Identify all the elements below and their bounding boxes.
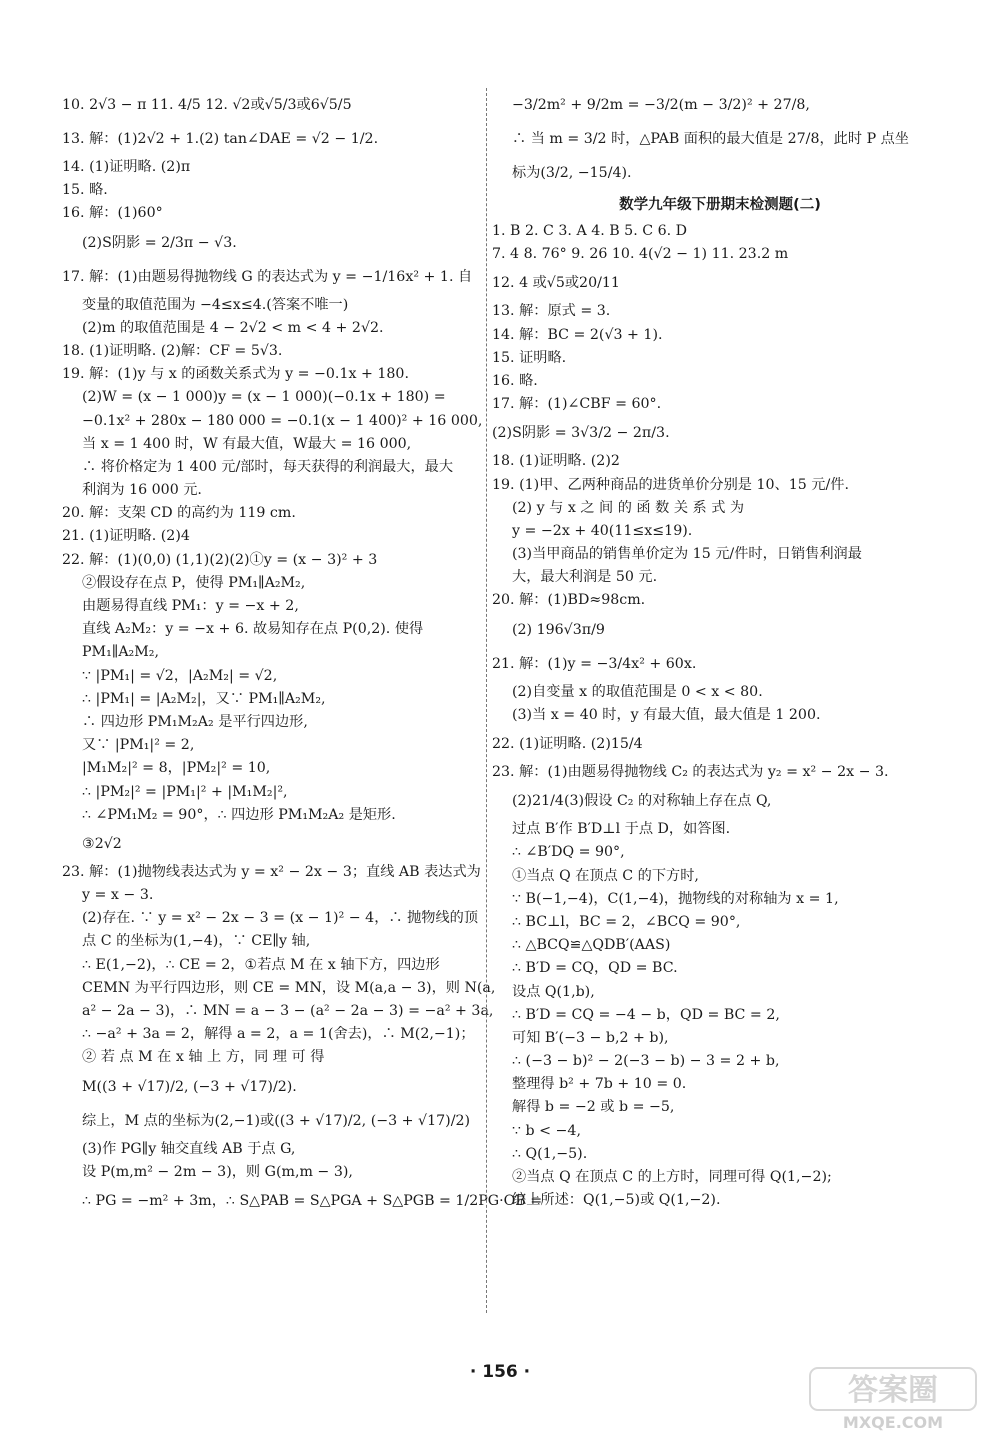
answer-line: ∴ ∠B′DQ = 90°, xyxy=(512,844,625,861)
answer-line: 19. (1)甲、乙两种商品的进货单价分别是 10、15 元/件. xyxy=(492,476,849,493)
answer-line: 14. (1)证明略. (2)π xyxy=(62,159,191,175)
answer-line: 17. 解：(1)∠CBF = 60°. xyxy=(492,396,662,413)
answer-line: 解得 b = −2 或 b = −5, xyxy=(512,1099,675,1116)
watermark-url: MXQE.COM xyxy=(842,1413,944,1432)
answer-line: 20. 解：支架 CD 的高约为 119 cm. xyxy=(62,505,296,522)
answer-line: 23. 解：(1)抛物线表达式为 y = x² − 2x − 3；直线 AB 表达式为 xyxy=(62,863,481,880)
answer-line: ∴ PG = −m² + 3m，∴ S△PAB = S△PGA + S△PGB = 1/2PG·OB = xyxy=(82,1192,543,1209)
watermark-text: 答案圈 xyxy=(848,1373,938,1408)
page-number: · 156 · xyxy=(469,1362,531,1382)
answer-line: 23. 解：(1)由题易得抛物线 C₂ 的表达式为 y₂ = x² − 2x − 3. xyxy=(492,764,889,780)
answer-line: 综上所述：Q(1,−5)或 Q(1,−2). xyxy=(512,1192,721,1209)
answer-line: M((3 + √17)/2, (−3 + √17)/2). xyxy=(82,1078,297,1095)
answer-line: ∴ 将价格定为 1 400 元/部时，每天获得的利润最大，最大 xyxy=(82,458,454,475)
answer-line: 20. 解：(1)BD≈98cm. xyxy=(492,592,646,609)
answer-line: y = x − 3. xyxy=(82,887,154,904)
section-title: 数学九年级下册期末检测题(二) xyxy=(619,197,821,213)
answer-line: 22. 解：(1)(0,0) (1,1)(2)(2)①y = (x − 3)² + 3 xyxy=(62,551,378,568)
answer-line: 15. 略. xyxy=(62,182,108,199)
watermark-logo xyxy=(808,1366,978,1432)
answer-line: 19. 解：(1)y 与 x 的函数关系式为 y = −0.1x + 180. xyxy=(62,366,409,383)
answer-line: 利润为 16 000 元. xyxy=(82,482,202,499)
answer-line: 12. 4 或√5或20/11 xyxy=(492,275,620,292)
answer-line: (2)21/4(3)假设 C₂ 的对称轴上存在点 Q, xyxy=(512,793,772,810)
answer-line: |M₁M₂|² = 8，|PM₂|² = 10, xyxy=(82,760,271,777)
answer-line: 变量的取值范围为 −4≤x≤4.(答案不唯一) xyxy=(82,296,349,313)
answer-line: 21. 解：(1)y = −3/4x² + 60x. xyxy=(492,655,697,672)
answer-line: ∴ B′D = CQ = −4 − b，QD = BC = 2, xyxy=(512,1006,780,1023)
answer-line: ①当点 Q 在顶点 C 的下方时, xyxy=(512,867,699,884)
answer-line: ∴ |PM₂|² = |PM₁|² + |M₁M₂|², xyxy=(82,783,288,800)
answer-line: ③2√2 xyxy=(82,835,122,852)
answer-line: 13. 解：(1)2√2 + 1.(2) tan∠DAE = √2 − 1/2. xyxy=(62,131,379,147)
answer-line: 15. 证明略. xyxy=(492,349,567,366)
answer-line: (2)m 的取值范围是 4 − 2√2 < m < 4 + 2√2. xyxy=(82,319,384,336)
answer-line: (2)S阴影 = 3√3/2 − 2π/3. xyxy=(492,425,670,442)
answer-line: 直线 A₂M₂：y = −x + 6. 故易知存在点 P(0,2). 使得 xyxy=(82,621,424,638)
answer-line: ∴ E(1,−2)，∴ CE = 2，①若点 M 在 x 轴下方，四边形 xyxy=(82,956,440,973)
answer-line: 21. (1)证明略. (2)4 xyxy=(62,528,190,545)
answer-line: ∴ BC⊥l，BC = 2，∠BCQ = 90°, xyxy=(512,913,741,930)
answer-line: ∴ −a² + 3a = 2，解得 a = 2，a = 1(舍去)，∴ M(2,−1)； xyxy=(82,1026,475,1043)
answer-line: 综上，M 点的坐标为(2,−1)或((3 + √17)/2, (−3 + √17)/2) xyxy=(82,1112,471,1129)
answer-line: 可知 B′(−3 − b,2 + b), xyxy=(512,1029,669,1046)
answer-line: 18. (1)证明略. (2)解：CF = 5√3. xyxy=(62,342,283,359)
answer-line: 当 x = 1 400 时，W 有最大值，W最大 = 16 000, xyxy=(82,435,412,452)
answer-line: (2)存在. ∵ y = x² − 2x − 3 = (x − 1)² − 4，∴ 抛物线的顶 xyxy=(82,910,479,927)
answer-line: ∵ b < −4, xyxy=(512,1122,581,1139)
answer-line: 14. 解：BC = 2(√3 + 1). xyxy=(492,326,663,343)
answer-line: 18. (1)证明略. (2)2 xyxy=(492,453,620,470)
answer-line: −3/2m² + 9/2m = −3/2(m − 3/2)² + 27/8, xyxy=(512,97,810,113)
answer-line: 16. 略. xyxy=(492,372,538,389)
answer-line: ∵ B(−1,−4)，C(1,−4)，抛物线的对称轴为 x = 1, xyxy=(512,890,839,907)
answer-line: ∴ (−3 − b)² − 2(−3 − b) − 3 = 2 + b, xyxy=(512,1053,780,1070)
answer-line: (3)当 x = 40 时，y 有最大值，最大值是 1 200. xyxy=(512,706,821,723)
answer-line: ∴ Q(1,−5). xyxy=(512,1145,588,1162)
answer-line: 22. (1)证明略. (2)15/4 xyxy=(492,736,643,752)
answer-line: a² − 2a − 3)，∴ MN = a − 3 − (a² − 2a − 3) = −a² + 3a, xyxy=(82,1003,494,1019)
answer-line: 点 C 的坐标为(1,−4)，∵ CE∥y 轴, xyxy=(82,933,311,950)
answer-line: y = −2x + 40(11≤x≤19). xyxy=(512,522,693,539)
answer-line: −0.1x² + 280x − 180 000 = −0.1(x − 1 400)² + 16 000, xyxy=(82,412,483,429)
answer-line: (3)当甲商品的销售单价定为 15 元/件时，日销售利润最 xyxy=(512,546,862,563)
answer-line: 整理得 b² + 7b + 10 = 0. xyxy=(512,1076,687,1093)
watermark-logo-icon xyxy=(808,1366,978,1432)
answer-line: 7. 4 8. 76° 9. 26 10. 4(√2 − 1) 11. 23.2 m xyxy=(492,246,789,263)
answer-line: ∴ 四边形 PM₁M₂A₂ 是平行四边形, xyxy=(82,713,308,730)
answer-line: 17. 解：(1)由题易得抛物线 G 的表达式为 y = −1/16x² + 1. 自 xyxy=(62,268,473,285)
answer-line: 标为(3/2, −15/4). xyxy=(512,165,632,181)
answer-line: 设 P(m,m² − 2m − 3)，则 G(m,m − 3), xyxy=(82,1163,353,1180)
answer-line: 设点 Q(1,b), xyxy=(512,983,595,1000)
answer-line: ∴ ∠PM₁M₂ = 90°，∴ 四边形 PM₁M₂A₂ 是矩形. xyxy=(82,806,396,823)
answer-line: 又∵ |PM₁|² = 2, xyxy=(82,737,195,754)
answer-line: (2)W = (x − 1 000)y = (x − 1 000)(−0.1x + 180) = xyxy=(82,389,446,406)
answer-line: ∴ B′D = CQ，QD = BC. xyxy=(512,960,678,977)
answer-line: 1. B 2. C 3. A 4. B 5. C 6. D xyxy=(492,223,688,239)
answer-line: 大，最大利润是 50 元. xyxy=(512,569,658,586)
answer-line: (2) y 与 x 之 间 的 函 数 关 系 式 为 xyxy=(512,499,745,516)
answer-line: 16. 解：(1)60° xyxy=(62,205,163,222)
answer-line: ② 若 点 M 在 x 轴 上 方，同 理 可 得 xyxy=(82,1049,325,1066)
answer-line: CEMN 为平行四边形，则 CE = MN，设 M(a,a − 3)，则 N(a, xyxy=(82,979,496,996)
answer-line: ∴ |PM₁| = |A₂M₂|，又∵ PM₁∥A₂M₂, xyxy=(82,690,326,707)
answer-line: 10. 2√3 − π 11. 4/5 12. √2或√5/3或6√5/5 xyxy=(62,97,352,113)
answer-line: ∵ |PM₁| = √2，|A₂M₂| = √2, xyxy=(82,667,278,684)
answer-line: (2)自变量 x 的取值范围是 0 < x < 80. xyxy=(512,683,763,700)
answer-line: 过点 B′作 B′D⊥l 于点 D，如答图. xyxy=(512,821,731,838)
column-divider xyxy=(486,88,487,1313)
answer-line: 由题易得直线 PM₁：y = −x + 2, xyxy=(82,598,299,614)
answer-line: ∴ △BCQ≌△QDB′(AAS) xyxy=(512,937,671,954)
answer-line: (2) 196√3π/9 xyxy=(512,621,605,638)
answer-line: (3)作 PG∥y 轴交直线 AB 于点 G, xyxy=(82,1140,296,1157)
answer-line: (2)S阴影 = 2/3π − √3. xyxy=(82,234,237,251)
answer-line: ②假设存在点 P，使得 PM₁∥A₂M₂, xyxy=(82,574,306,591)
answer-line: ∴ 当 m = 3/2 时，△PAB 面积的最大值是 27/8，此时 P 点坐 xyxy=(512,131,909,147)
answer-line: 13. 解：原式 = 3. xyxy=(492,303,611,320)
right-column xyxy=(492,88,932,1212)
answer-line: PM₁∥A₂M₂, xyxy=(82,644,159,661)
answer-line: ②当点 Q 在顶点 C 的上方时，同理可得 Q(1,−2); xyxy=(512,1169,832,1185)
